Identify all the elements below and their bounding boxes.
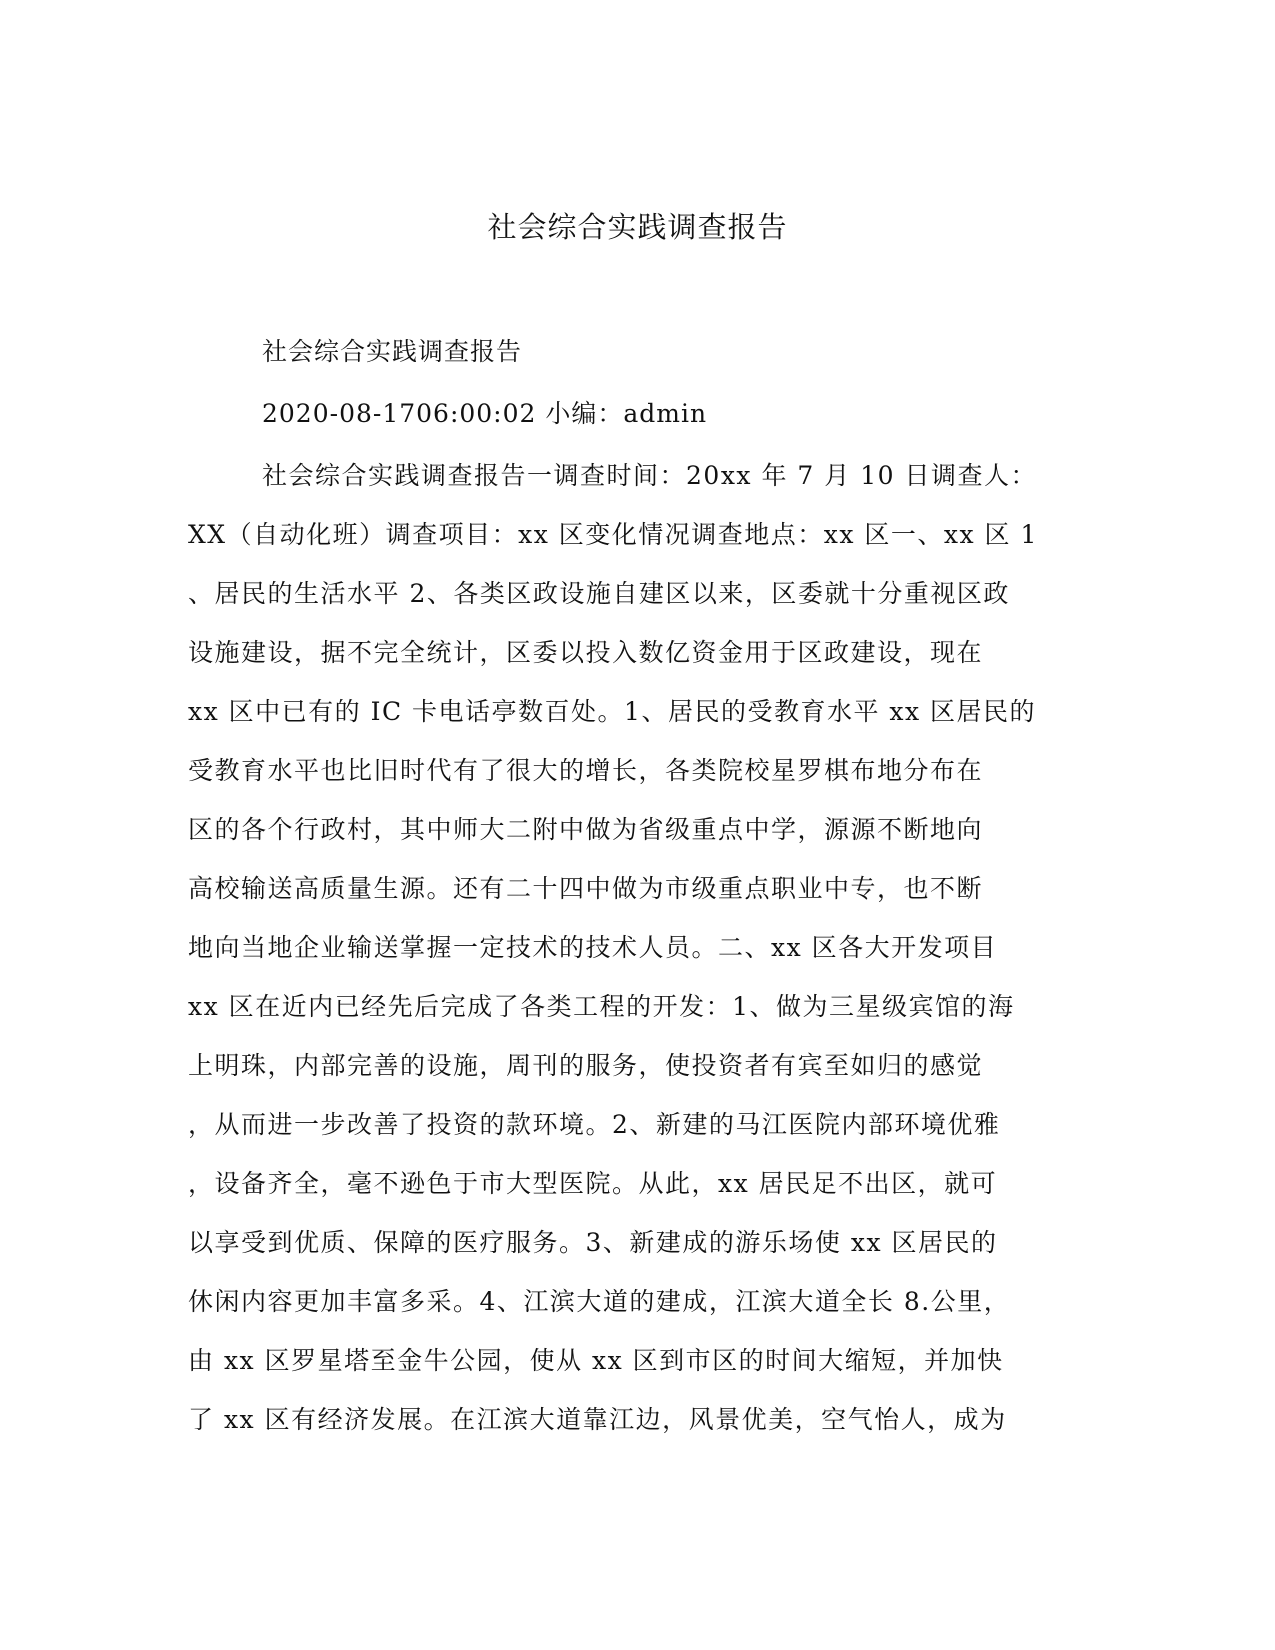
body-line: 上明珠，内部完善的设施，周刊的服务，使投资者有宾至如归的感觉 <box>188 1051 984 1080</box>
body-line: 、居民的生活水平 2、各类区政设施自建区以来，区委就十分重视区政 <box>188 579 1010 608</box>
body-line: 社会综合实践调查报告一调查时间：20xx 年 7 月 10 日调查人： <box>262 461 1037 490</box>
document-subtitle: 社会综合实践调查报告 <box>262 337 523 366</box>
body-line: xx 区在近内已经先后完成了各类工程的开发：1、做为三星级宾馆的海 <box>188 992 1015 1021</box>
body-line: ，从而进一步改善了投资的款环境。2、新建的马江医院内部环境优雅 <box>188 1110 1001 1139</box>
body-line: 受教育水平也比旧时代有了很大的增长，各类院校星罗棋布地分布在 <box>188 756 984 785</box>
body-line: 设施建设，据不完全统计，区委以投入数亿资金用于区政建设，现在 <box>188 638 984 667</box>
body-line: xx 区中已有的 IC 卡电话亭数百处。1、居民的受教育水平 xx 区居民的 <box>188 697 1037 726</box>
body-line: 以享受到优质、保障的医疗服务。3、新建成的游乐场使 xx 区居民的 <box>188 1228 998 1257</box>
date-author-line: 2020-08-1706:00:02 小编：admin <box>262 399 708 428</box>
body-line: 区的各个行政村，其中师大二附中做为省级重点中学，源源不断地向 <box>188 815 984 844</box>
body-line: 由 xx 区罗星塔至金牛公园，使从 xx 区到市区的时间大缩短，并加快 <box>188 1346 1004 1375</box>
body-line: 高校输送高质量生源。还有二十四中做为市级重点职业中专，也不断 <box>188 874 984 903</box>
body-line: 地向当地企业输送掌握一定技术的技术人员。二、xx 区各大开发项目 <box>188 933 998 962</box>
body-line: 休闲内容更加丰富多采。4、江滨大道的建成，江滨大道全长 8.公里， <box>188 1287 1011 1316</box>
body-line: 了 xx 区有经济发展。在江滨大道靠江边，风景优美，空气怡人，成为 <box>188 1405 1007 1434</box>
body-line: XX（自动化班）调查项目：xx 区变化情况调查地点：xx 区一、xx 区 1 <box>188 520 1038 549</box>
document-title: 社会综合实践调查报告 <box>487 210 788 244</box>
body-line: ，设备齐全，毫不逊色于市大型医院。从此，xx 居民足不出区，就可 <box>188 1169 998 1198</box>
